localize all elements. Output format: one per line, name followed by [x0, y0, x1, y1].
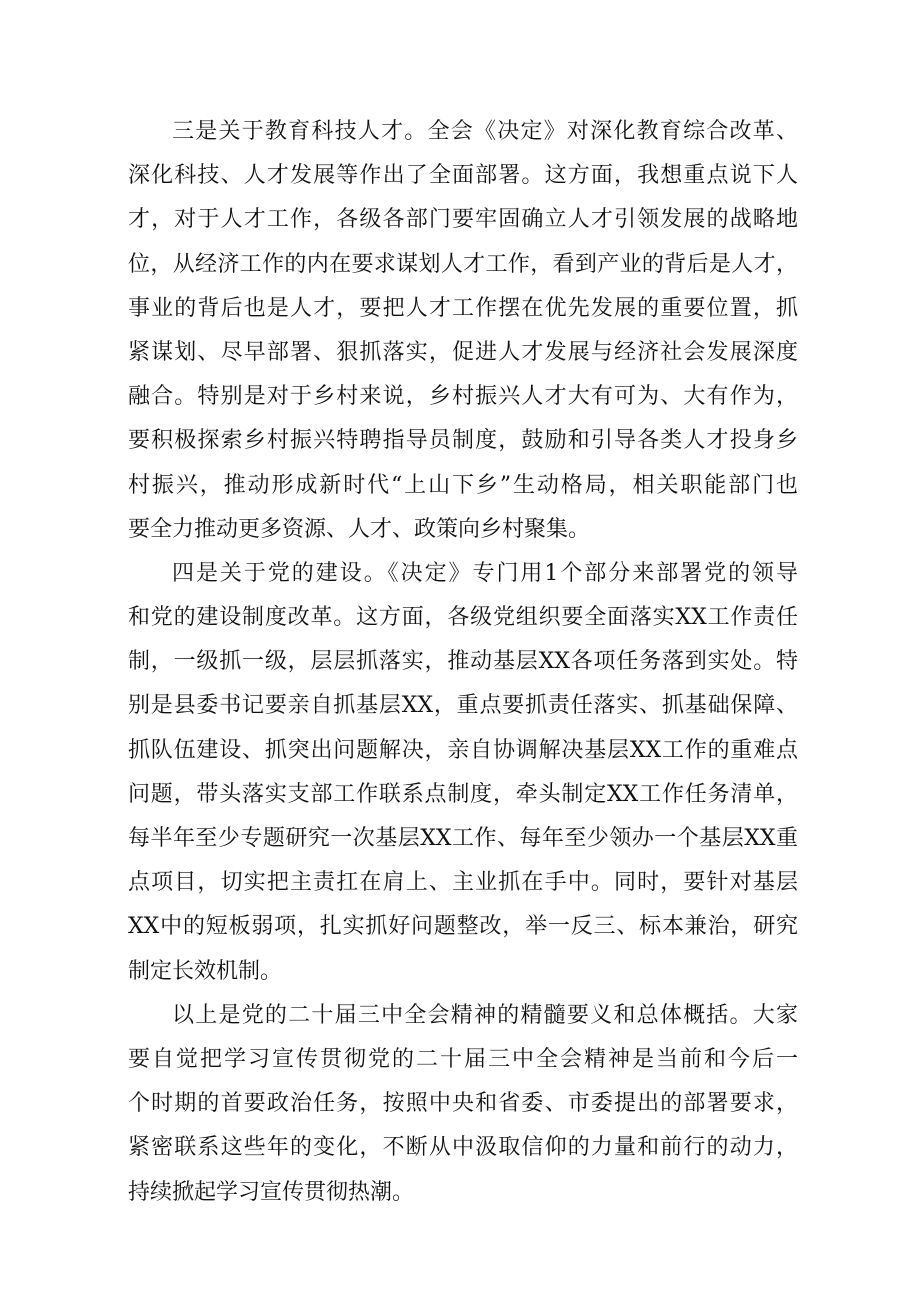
text-line: 三是关于教育科技人才。全会《决定》对深化教育综合改革、 — [172, 119, 798, 144]
paragraph-summary — [128, 994, 798, 1215]
text-line: 紧密联系这些年的变化，不断从中汲取信仰的力量和前行的动力， — [128, 1135, 798, 1161]
text-line: 融合。特别是对于乡村来说，乡村振兴人才大有可为、大有作为， — [128, 384, 798, 410]
text-line: 才，对于人才工作，各级各部门要牢固确立人才引领发展的战略地 — [128, 207, 798, 233]
text-line: 点项目，切实把主责扛在肩上、主业抓在手中。同时，要针对基层 — [128, 870, 798, 896]
text-line: 四是关于党的建设。《决定》专门用1个部分来部署党的领导 — [172, 560, 798, 586]
text-line: 抓队伍建设、抓突出问题解决，亲自协调解决基层XX工作的重难点 — [128, 737, 798, 763]
text-line: 个时期的首要政治任务，按照中央和省委、市委提出的部署要求， — [128, 1091, 798, 1117]
document-body — [128, 110, 798, 1215]
text-line: XX中的短板弱项，扎实抓好问题整改，举一反三、标本兼治，研究 — [128, 914, 798, 940]
text-line: 要全力推动更多资源、人才、政策向乡村聚集。 — [128, 516, 591, 542]
text-line: 村振兴，推动形成新时代“上山下乡”生动格局，相关职能部门也 — [128, 472, 798, 498]
text-line: 事业的背后也是人才，要把人才工作摆在优先发展的重要位置，抓 — [128, 295, 798, 321]
text-line: 以上是党的二十届三中全会精神的精髓要义和总体概括。大家 — [172, 1002, 798, 1028]
text-line: 位，从经济工作的内在要求谋划人才工作，看到产业的背后是人才， — [128, 251, 798, 277]
text-line: 别是县委书记要亲自抓基层XX，重点要抓责任落实、抓基础保障、 — [128, 693, 798, 719]
text-line: 要自觉把学习宣传贯彻党的二十届三中全会精神是当前和今后一 — [128, 1046, 798, 1072]
text-line: 持续掀起学习宣传贯彻热潮。 — [128, 1179, 415, 1205]
text-line: 问题，带头落实支部工作联系点制度，牵头制定XX工作任务清单， — [128, 781, 798, 807]
text-line: 制定长效机制。 — [128, 958, 283, 984]
paragraph-education-talent — [128, 110, 798, 552]
text-line: 要积极探索乡村振兴特聘指导员制度，鼓励和引导各类人才投身乡 — [128, 428, 798, 454]
text-line: 和党的建设制度改革。这方面，各级党组织要全面落实XX工作责任 — [128, 605, 798, 631]
text-line: 制，一级抓一级，层层抓落实，推动基层XX各项任务落到实处。特 — [128, 649, 798, 675]
text-line: 每半年至少专题研究一次基层XX工作、每年至少领办一个基层XX重 — [128, 826, 798, 851]
text-line: 紧谋划、尽早部署、狠抓落实，促进人才发展与经济社会发展深度 — [128, 339, 798, 365]
text-line: 深化科技、人才发展等作出了全面部署。这方面，我想重点说下人 — [128, 163, 798, 189]
paragraph-party-building — [128, 552, 798, 994]
